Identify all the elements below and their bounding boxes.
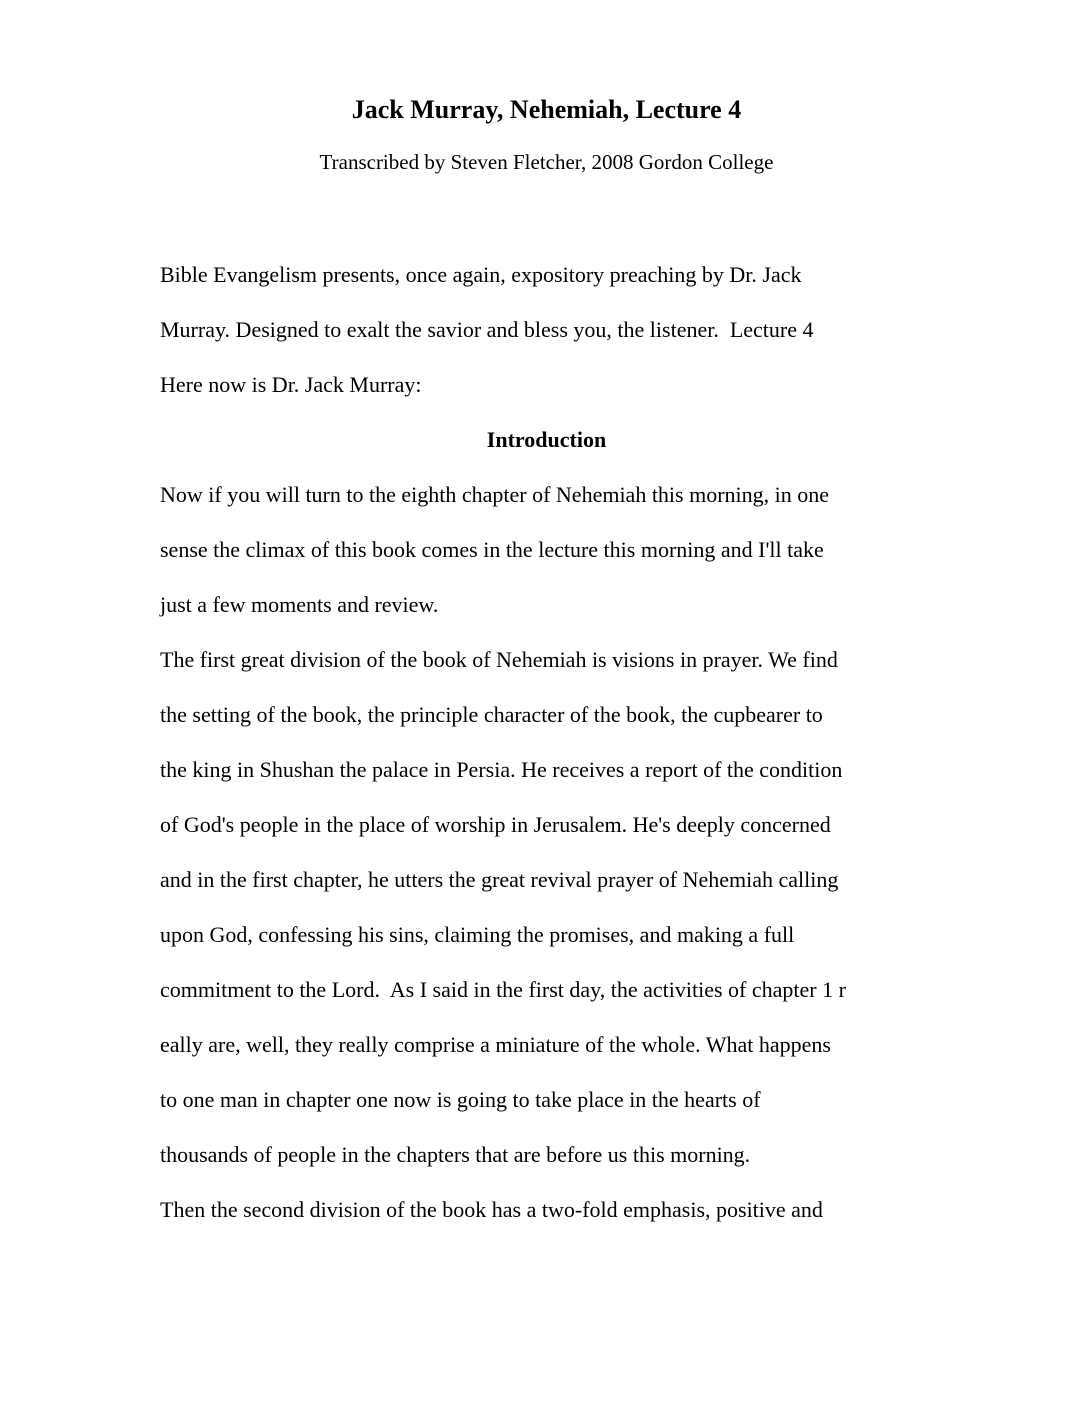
text-line: and in the first chapter, he utters the great revival prayer of Nehemiah calling <box>160 867 839 892</box>
text-line: Here now is Dr. Jack Murray: <box>160 372 422 397</box>
text-line: upon God, confessing his sins, claiming the promises, and making a full <box>160 922 795 947</box>
text-line: to one man in chapter one now is going to take place in the hearts of <box>160 1087 761 1112</box>
text-line: Murray. Designed to exalt the savior and bless you, the listener. Lecture 4 <box>160 317 814 342</box>
document-body <box>160 247 933 1237</box>
text-line: eally are, well, they really comprise a miniature of the whole. What happens <box>160 1032 831 1057</box>
text-line: commitment to the Lord. As I said in the first day, the activities of chapter 1 r <box>160 977 846 1002</box>
text-line: thousands of people in the chapters that are before us this morning. <box>160 1142 751 1167</box>
text-line: the king in Shushan the palace in Persia. He receives a report of the condition <box>160 757 843 782</box>
section-heading-introduction: Introduction <box>486 427 607 452</box>
document-content <box>0 92 1088 1237</box>
text-line: Bible Evangelism presents, once again, expository preaching by Dr. Jack <box>160 262 802 287</box>
text-line: sense the climax of this book comes in the lecture this morning and I'll take <box>160 537 824 562</box>
text-line: Now if you will turn to the eighth chapter of Nehemiah this morning, in one <box>160 482 830 507</box>
document-subtitle: Transcribed by Steven Fletcher, 2008 Gordon College <box>319 150 774 174</box>
text-line: just a few moments and review. <box>160 592 439 617</box>
text-line: of God's people in the place of worship in Jerusalem. He's deeply concerned <box>160 812 831 837</box>
text-line: the setting of the book, the principle character of the book, the cupbearer to <box>160 702 823 727</box>
text-line: The first great division of the book of Nehemiah is visions in prayer. We find <box>160 647 838 672</box>
document-title: Jack Murray, Nehemiah, Lecture 4 <box>351 95 742 124</box>
text-line: Then the second division of the book has a two-fold emphasis, positive and <box>160 1197 823 1222</box>
